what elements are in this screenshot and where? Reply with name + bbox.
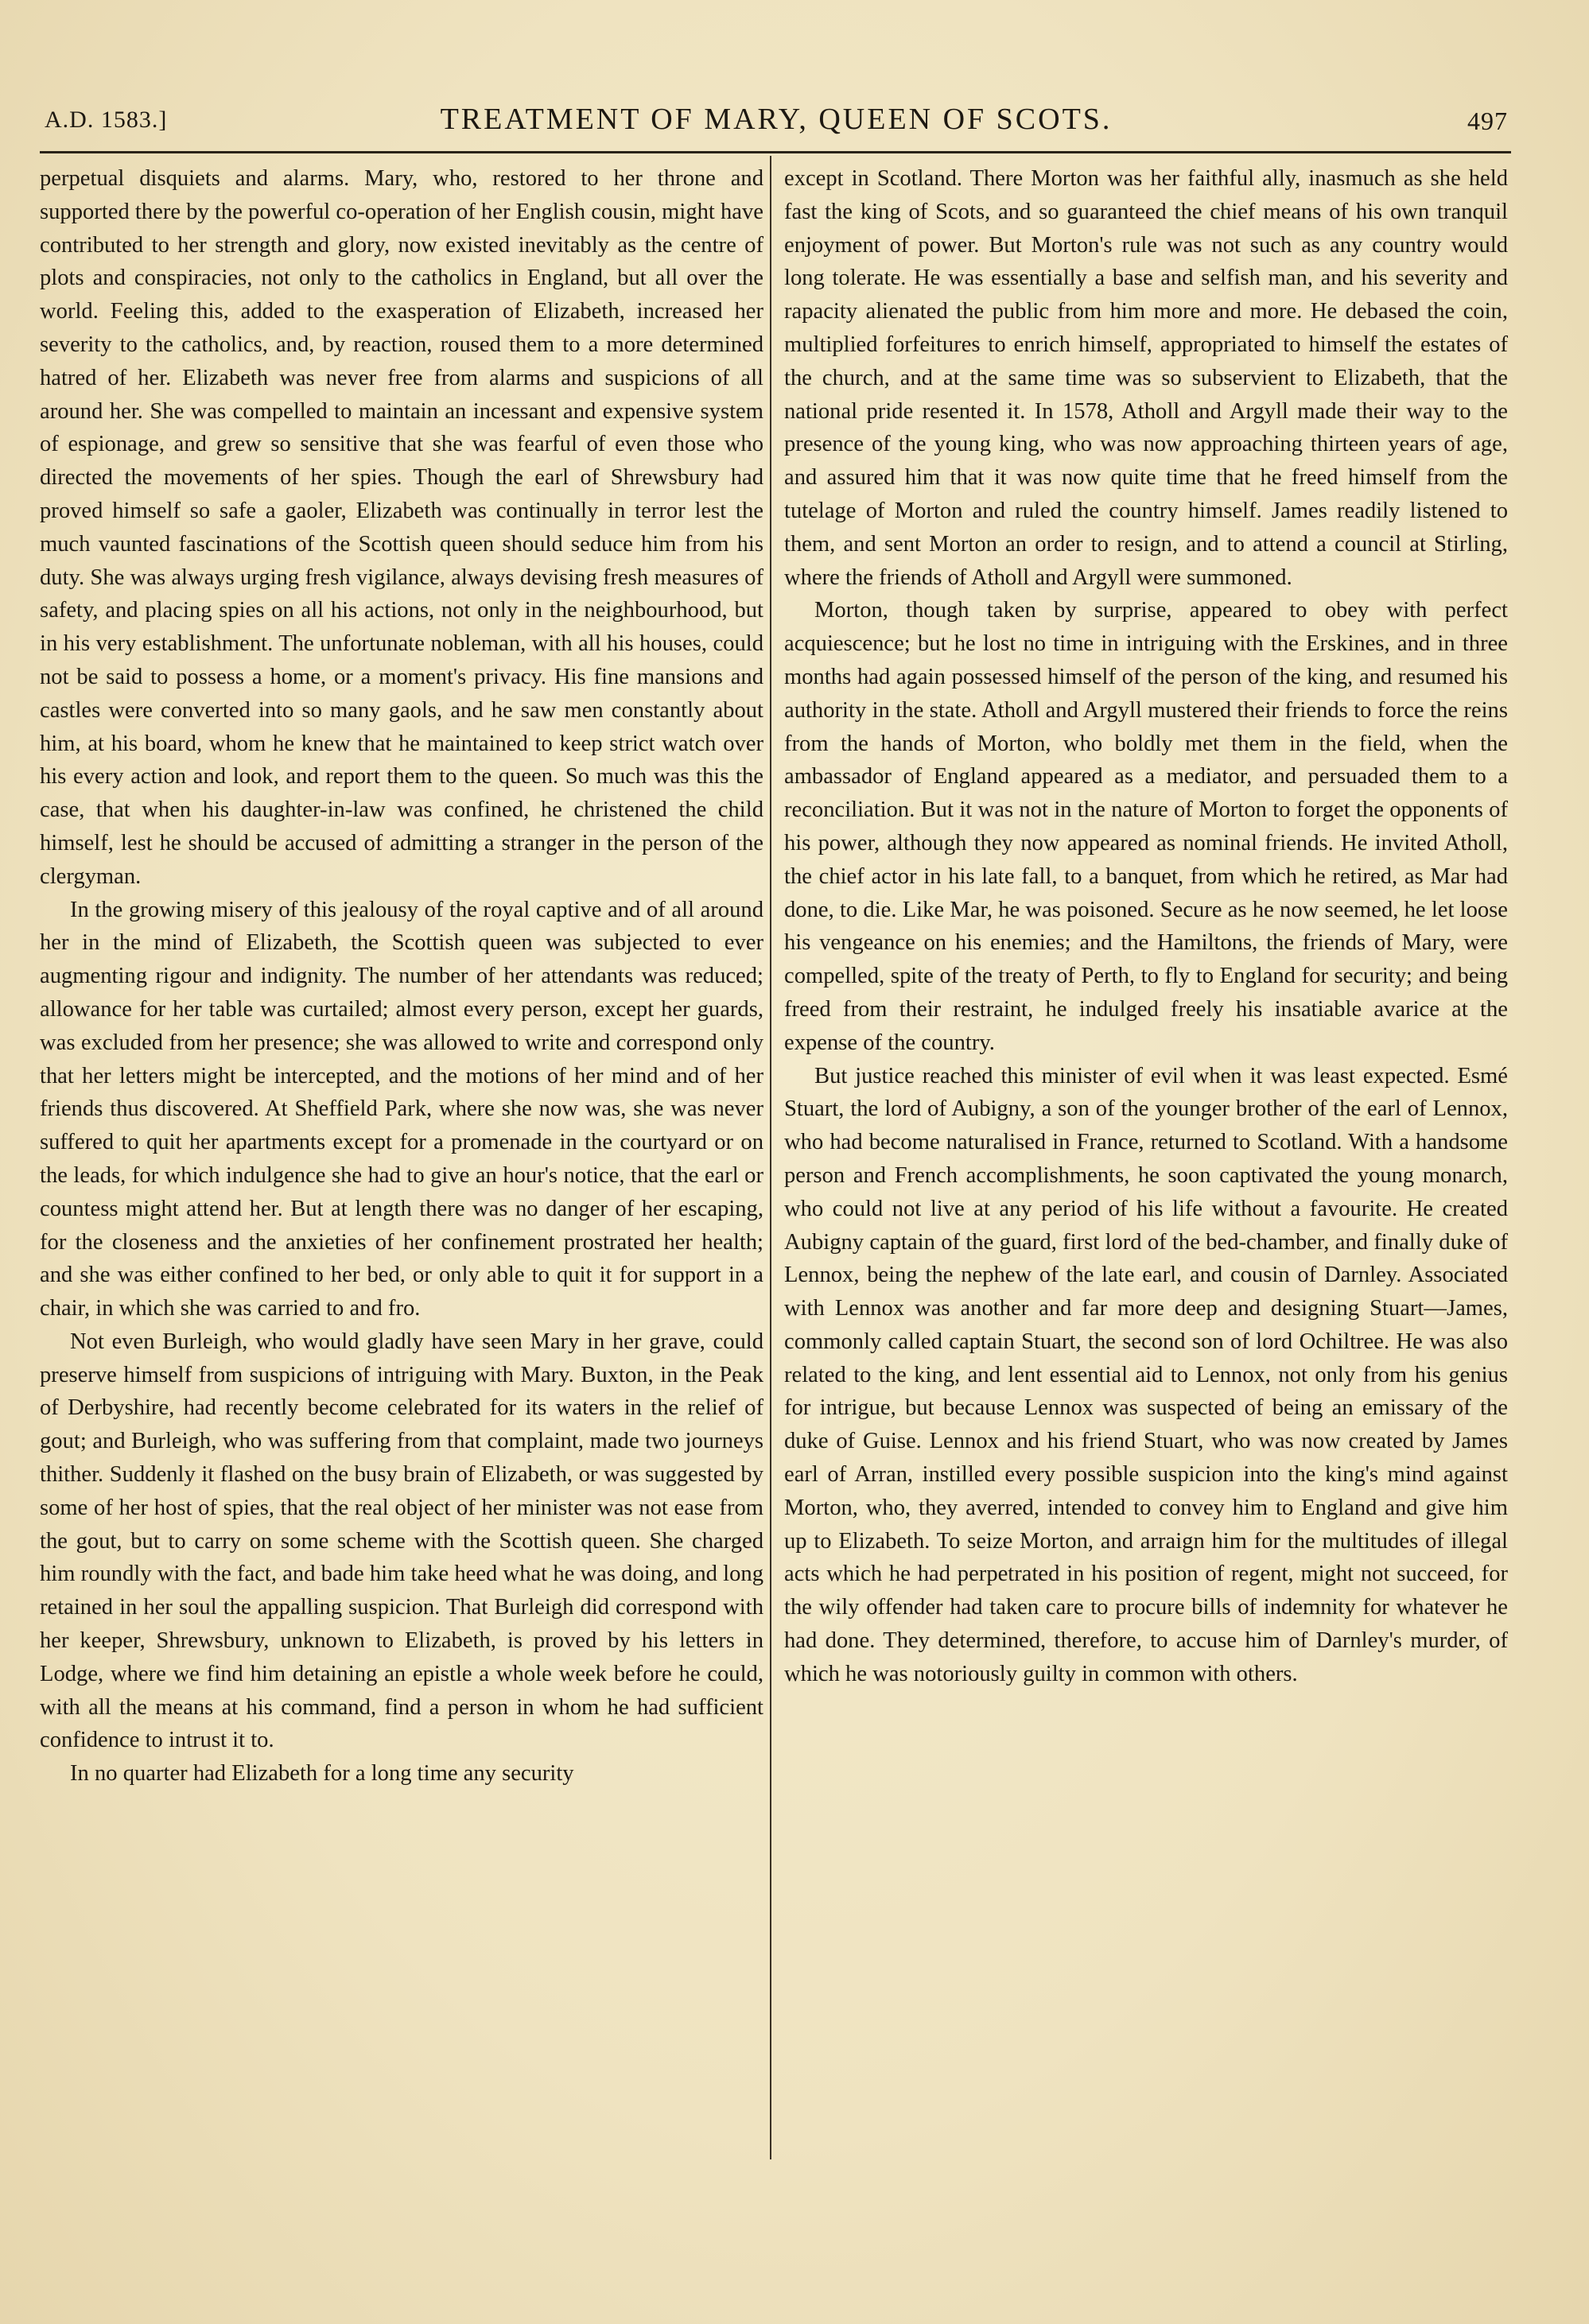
paragraph: Not even Burleigh, who would gladly have seen Mary in her grave, could preserve himself from suspicions of intriguing with Mary. Buxton, in the Peak of Derbyshire, had recently become celebrated for its waters in the relief of gout; and Burleigh, who was suffering from that complaint, made two journeys thither. Suddenly it flashed on the busy brain of Elizabeth, or was suggested by some of her host of spies, that the real object of her minister was not ease from the gout, but to carry on some scheme with the Scottish queen. She charged him roundly with the fact, and bade him take heed what he was doing, and long retained in her soul the appalling suspicion. That Burleigh did correspond with her keeper, Shrewsbury, unknown to Elizabeth, is proved by his letters in Lodge, where we find him detaining an epistle a whole week before he could, with all the means at his command, find a person in whom he had sufficient confidence to intrust it to.: [40, 1329, 763, 1753]
paragraph: In the growing misery of this jealousy of the royal captive and of all around her in the mind of Elizabeth, the Scottish queen was subjected to ever augmenting rigour and indignity. The number of her attendants was reduced; allowance for her table was curtailed; almost every person, except her guards, was excluded from her presence; she was allowed to write and correspond only that her letters might be intercepted, and the motions of her mind and of her friends thus discovered. At Sheffield Park, where she now was, she was never suffered to quit her apartments except for a promenade in the courtyard or on the leads, for which indulgence she had to give an hour's notice, that the earl or countess might attend her. But at length there was no danger of her escaping, for the closeness and the anxieties of her confinement prostrated her health; and she was either confined to her bed, or only able to quit it for support in a chair, in which she was carried to and fro.: [40, 897, 763, 1321]
right-column: [784, 162, 1508, 1691]
left-column: [40, 162, 763, 1791]
page-number: 497: [1467, 107, 1508, 135]
running-head: [45, 102, 1508, 143]
header-rule: [40, 151, 1511, 153]
paragraph: perpetual disquiets and alarms. Mary, who, restored to her throne and supported there by the powerful co-operation of her English cousin, might have contributed to her strength and glory, now existed inevitably as the centre of plots and conspiracies, not only to the catholics in England, but all over the world. Feeling this, added to the exasperation of Elizabeth, increased her severity to the catholics, and, by reaction, roused them to a more determined hatred of her. Elizabeth was never free from alarms and suspicions of all around her. She was compelled to maintain an incessant and expensive system of espionage, and grew so sensitive that she was fearful of even those who directed the movements of her spies. Though the earl of Shrewsbury had proved himself so safe a gaoler, Elizabeth was continually in terror lest the much vaunted fascinations of the Scottish queen should seduce him from his duty. She was always urging fresh vigilance, always devising fresh measures of safety, and placing spies on all his actions, not only in the neighbourhood, but in his very establishment. The unfortunate nobleman, with all his houses, could not be said to possess a home, or a moment's privacy. His fine mansions and castles were converted into so many gaols, and he saw men constantly about him, at his board, whom he knew that he maintained to keep strict watch over his every action and look, and report them to the queen. So much was this the case, that when his daughter-in-law was confined, he christened the child himself, lest he should be accused of admitting a stranger in the person of the clergyman.: [40, 166, 763, 889]
header-date: A.D. 1583.]: [45, 107, 168, 133]
paragraph: In no quarter had Elizabeth for a long time any security: [70, 1761, 574, 1787]
paragraph: Morton, though taken by surprise, appeared to obey with perfect acquiescence; but he lost no time in intriguing with the Erskines, and in three months had again possessed himself of the person of the king, and resumed his authority in the state. Atholl and Argyll mustered their friends to force the reins from the hands of Morton, who boldly met them in the field, when the ambassador of England appeared as a mediator, and persuaded them to a reconciliation. But it was not in the nature of Morton to forget the opponents of his power, although they now appeared as nominal friends. He invited Atholl, the chief actor in his late fall, to a banquet, from which he retired, as Mar had done, to die. Like Mar, he was poisoned. Secure as he now seemed, he let loose his vengeance on his enemies; and the Hamiltons, the friends of Mary, were compelled, spite of the treaty of Perth, to fly to England for security; and being freed from their restraint, he indulged freely his insatiable avarice at the expense of the country.: [784, 598, 1508, 1055]
paragraph: But justice reached this minister of evil when it was least expected. Esmé Stuart, the lord of Aubigny, a son of the younger brother of the earl of Lennox, who had become naturalised in France, returned to Scotland. With a handsome person and French accomplishments, he soon captivated the young monarch, who could not live at any period of his life without a favourite. He created Aubigny captain of the guard, first lord of the bed-chamber, and finally duke of Lennox, being the nephew of the late earl, and cousin of Darnley. Associated with Lennox was another and far more deep and designing Stuart—James, commonly called captain Stuart, the second son of lord Ochiltree. He was also related to the king, and lent essential aid to Lennox, not only from his genius for intrigue, but because Lennox was suspected of being an emissary of the duke of Guise. Lennox and his friend Stuart, who was now created by James earl of Arran, instilled every possible suspicion into the king's mind against Morton, who, they averred, intended to convey him to England and give him up to Elizabeth. To seize Morton, and arraign him for the multitudes of illegal acts which he had perpetrated in his position of regent, might not succeed, for the wily offender had taken care to procure bills of indemnity for whatever he had done. They determined, therefore, to accuse him of Darnley's murder, of which he was notoriously guilty in common with others.: [784, 1063, 1508, 1686]
column-divider: [770, 156, 771, 2159]
paragraph: except in Scotland. There Morton was her faithful ally, inasmuch as she held fast the king of Scots, and so guaranteed the chief means of his own tranquil enjoyment of power. But Morton's rule was not such as any country would long tolerate. He was essentially a base and selfish man, and his severity and rapacity alienated the public from him more and more. He debased the coin, multiplied forfeitures to enrich himself, appropriated to himself the estates of the church, and at the same time was so subservient to Elizabeth, that the national pride resented it. In 1578, Atholl and Argyll made their way to the presence of the young king, who was now approaching thirteen years of age, and assured him that it was now quite time that he freed himself from the tutelage of Morton and ruled the country himself. James readily listened to them, and sent Morton an order to resign, and to attend a council at Stirling, where the friends of Atholl and Argyll were summoned.: [784, 166, 1508, 590]
header-title: TREATMENT OF MARY, QUEEN OF SCOTS.: [440, 103, 1113, 136]
